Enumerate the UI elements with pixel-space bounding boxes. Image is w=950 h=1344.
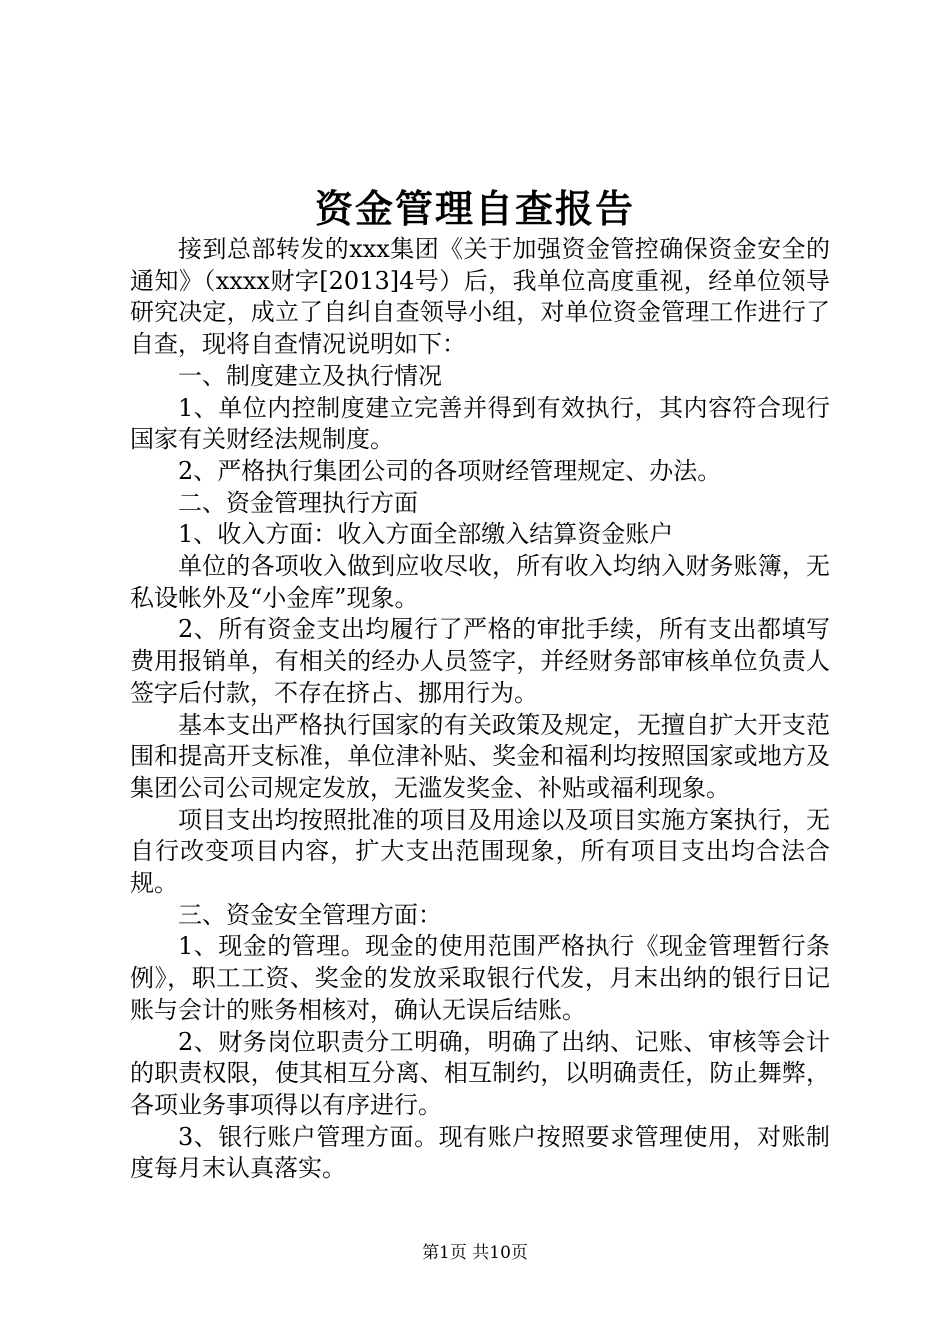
paragraph: 1、单位内控制度建立完善并得到有效执行，其内容符合现行国家有关财经法规制度。 [130, 393, 830, 454]
paragraph: 基本支出严格执行国家的有关政策及规定，无擅自扩大开支范围和提高开支标准，单位津补贴、奖金和福利均按照国家或地方及集团公司公司规定发放，无滥发奖金、补贴或福利现象。 [130, 710, 830, 802]
paragraph: 2、严格执行集团公司的各项财经管理规定、办法。 [178, 456, 722, 485]
paragraph: 3、银行账户管理方面。现有账户按照要求管理使用，对账制度每月末认真落实。 [130, 1122, 830, 1183]
paragraph: 单位的各项收入做到应收尽收，所有收入均纳入财务账簿，无私设帐外及“小金库”现象。 [130, 552, 830, 612]
page-number-footer: 第1页 共10页 [422, 1243, 528, 1263]
document-body [130, 234, 830, 1185]
paragraph: 2、所有资金支出均履行了严格的审批手续，所有支出都填写费用报销单，有相关的经办人员签字，并经财务部审核单位负责人签字后付款，不存在挤占、挪用行为。 [130, 615, 830, 707]
paragraph: 1、收入方面：收入方面全部缴入结算资金账户 [178, 520, 674, 549]
paragraph: 项目支出均按照批准的项目及用途以及项目实施方案执行，无自行改变项目内容，扩大支出范围现象，所有项目支出均合法合规。 [130, 805, 830, 898]
section-heading-3: 三、资金安全管理方面： [178, 900, 442, 929]
section-heading-1: 一、制度建立及执行情况 [178, 361, 442, 390]
paragraph-intro: 接到总部转发的xxx集团《关于加强资金管控确保资金安全的通知》（xxxx财字[2013]4号）后，我单位高度重视，经单位领导研究决定，成立了自纠自查领导小组，对单位资金管理工作进行了自查，现将自查情况说明如下： [130, 235, 830, 359]
paragraph: 2、财务岗位职责分工明确，明确了出纳、记账、审核等会计的职责权限，使其相互分离、相互制约，以明确责任，防止舞弊，各项业务事项得以有序进行。 [130, 1027, 830, 1119]
section-heading-2: 二、资金管理执行方面 [178, 488, 418, 517]
document-title: 资金管理自查报告 [314, 186, 635, 231]
paragraph: 1、现金的管理。现金的使用范围严格执行《现金管理暂行条例》，职工工资、奖金的发放采取银行代发，月末出纳的银行日记账与会计的账务相核对，确认无误后结账。 [130, 932, 830, 1024]
